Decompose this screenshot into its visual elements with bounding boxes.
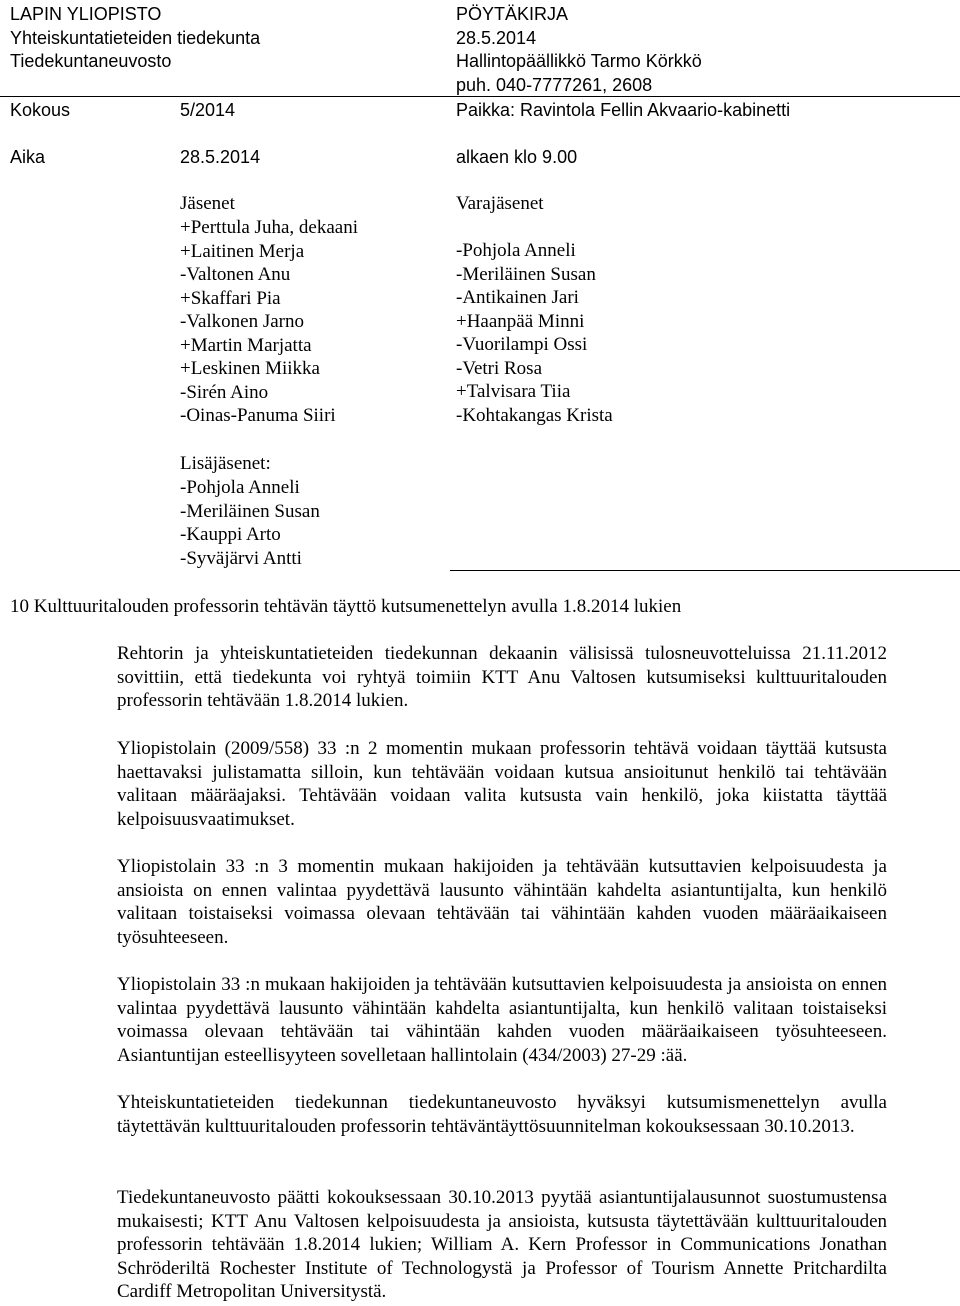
additional-members-title: Lisäjäsenet: bbox=[180, 453, 271, 474]
list-item: -Vetri Rosa bbox=[456, 357, 543, 379]
meeting-date: 28.5.2014 bbox=[180, 147, 261, 167]
time-label: Aika bbox=[10, 147, 46, 167]
list-item: +Skaffari Pia bbox=[180, 287, 281, 309]
list-item: -Sirén Aino bbox=[180, 381, 269, 403]
list-item: +Laitinen Merja bbox=[180, 240, 305, 262]
members-title: Jäsenet bbox=[180, 193, 235, 214]
additional-members-list bbox=[180, 476, 320, 570]
list-item: +Martin Marjatta bbox=[180, 334, 312, 356]
list-item: +Talvisara Tiia bbox=[456, 381, 571, 402]
members-list bbox=[180, 216, 358, 428]
list-item: -Pohjola Anneli bbox=[456, 240, 576, 261]
list-item: -Valtonen Anu bbox=[180, 264, 291, 285]
paragraph: Yhteiskuntatieteiden tiedekunnan tiedekuntaneuvosto hyväksyi kutsumismenettelyn avulla täytettävän kulttuuritalouden professorin tehtäväntäyttösuunnitelman kokouksessaan 30.10.2013. bbox=[117, 1092, 887, 1137]
faculty-name: Yhteiskuntatieteiden tiedekunta bbox=[10, 27, 261, 48]
members-divider bbox=[450, 570, 960, 571]
document-date: 28.5.2014 bbox=[456, 27, 537, 48]
meeting-start-time: alkaen klo 9.00 bbox=[456, 147, 578, 167]
paragraph: Yliopistolain 33 :n mukaan hakijoiden ja tehtävään kutsuttavien kelpoisuudesta ja ansioista on ennen valintaa pyydettävä lausunto vähintään kahdelta asiantuntijalta, kun henkilö valitaan toistaiseksi voimassa olevaan tehtävään tai vähintään kahden vuoden määräaikaiseen työsuhteeseen. Asiantuntijan esteellisyyteen sovelletaan hallintolain (434/2003) 27-29 :ää. bbox=[117, 974, 887, 1066]
contact-phone: puh. 040-7777261, 2608 bbox=[456, 74, 653, 95]
section-heading: 10 Kulttuuritalouden professorin tehtävän täyttö kutsumenettelyn avulla 1.8.2014 lukien bbox=[10, 596, 682, 617]
deputies-list bbox=[456, 239, 613, 427]
list-item: -Vuorilampi Ossi bbox=[456, 334, 588, 355]
contact-name: Hallintopäällikkö Tarmo Körkkö bbox=[456, 51, 702, 71]
meeting-number: 5/2014 bbox=[180, 100, 236, 120]
university-name: LAPIN YLIOPISTO bbox=[10, 4, 162, 24]
list-item: -Antikainen Jari bbox=[456, 287, 579, 308]
list-item: -Meriläinen Susan bbox=[180, 500, 320, 522]
paragraph: Rehtorin ja yhteiskuntatieteiden tiedekunnan dekaanin välisissä tulosneuvotteluissa 21.11.2012 sovittiin, että tiedekunta voi ryhtyä toimiin KTT Anu Valtosen kutsumiseksi kulttuuritalouden professorin tehtävään 1.8.2014 lukien. bbox=[117, 643, 887, 711]
list-item: -Meriläinen Susan bbox=[456, 263, 596, 285]
list-item: +Perttula Juha, dekaani bbox=[180, 217, 358, 238]
meeting-label: Kokous bbox=[10, 100, 71, 120]
list-item: -Oinas-Panuma Siiri bbox=[180, 405, 336, 426]
list-item: -Kauppi Arto bbox=[180, 524, 281, 545]
list-item: -Pohjola Anneli bbox=[180, 477, 300, 498]
list-item: +Haanpää Minni bbox=[456, 310, 585, 332]
header-divider bbox=[0, 96, 960, 97]
paragraph: Yliopistolain (2009/558) 33 :n 2 momentin mukaan professorin tehtävä voidaan täyttää kutsusta haettavaksi julistamatta silloin, kun tehtävään voidaan kutsua ansioitunut henkilö tai tehtävään valitaan määräajaksi. Tehtävään voidaan valita kutsusta vain henkilö, joka kiistatta täyttää kelpoisuusvaatimukset. bbox=[117, 738, 887, 830]
list-item: +Leskinen Miikka bbox=[180, 358, 320, 379]
document-type: PÖYTÄKIRJA bbox=[456, 4, 569, 24]
paragraph: Tiedekuntaneuvosto päätti kokouksessaan 30.10.2013 pyytää asiantuntijalausunnot suostumustensa mukaisesti; KTT Anu Valtosen kelpoisuudesta ja ansioista, kutsusta täytettävään kulttuuritalouden professorin tehtävään 1.8.2014 lukien; William A. Kern Professor in Communications Jonathan Schröderiltä Rochester Institute of Technologystä ja Professor of Tourism Annette Pritchardilta Cardiff Metropolitan Universitystä. bbox=[117, 1187, 887, 1302]
meeting-place: Paikka: Ravintola Fellin Akvaario-kabinetti bbox=[456, 100, 791, 120]
council-name: Tiedekuntaneuvosto bbox=[10, 51, 172, 71]
paragraph: Yliopistolain 33 :n 3 momentin mukaan hakijoiden ja tehtävään kutsuttavien kelpoisuudesta ja ansioista on ennen valintaa pyydettävä lausunto vähintään kahdelta asiantuntijalta, kun henkilö valitaan toistaiseksi voimassa olevaan tehtävään tai vähintään kahden vuoden määräaikaiseen työsuhteeseen. bbox=[117, 856, 887, 948]
deputies-title: Varajäsenet bbox=[456, 193, 544, 214]
list-item: -Syväjärvi Antti bbox=[180, 547, 302, 569]
list-item: -Kohtakangas Krista bbox=[456, 404, 613, 426]
list-item: -Valkonen Jarno bbox=[180, 311, 304, 332]
